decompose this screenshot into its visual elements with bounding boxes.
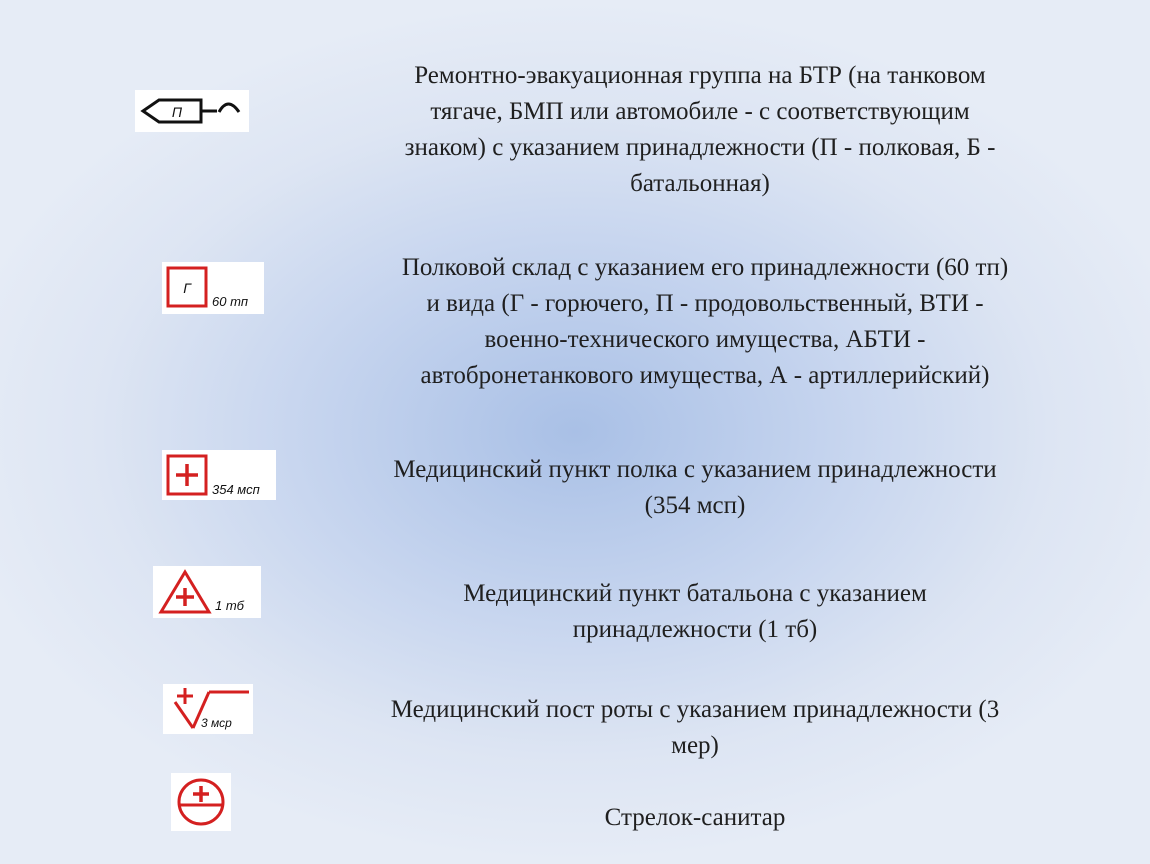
item-description: Медицинский пункт батальона с указанием принадлежности (1 тб) (463, 580, 927, 643)
symbol-sublabel: 3 мср (201, 716, 232, 730)
symbol-sublabel: 1 тб (215, 598, 244, 613)
symbol-sublabel: 354 мсп (212, 482, 260, 497)
symbol-label: П (171, 104, 183, 120)
repair-evacuation-group-icon (135, 90, 249, 132)
symbol-sublabel: 60 тп (212, 294, 249, 309)
item-description: Стрелок-санитар (604, 804, 786, 831)
symbol-label: Г (183, 280, 191, 296)
item-description: Полковой склад с указанием его принадлежности (60 тп) и вида (Г - горючего, П - продовольственный, ВТИ - военно-технического имущества, АБТИ - автобронетанкового имущества, А - артиллерийский) (401, 254, 1009, 389)
rifleman-medic-icon (171, 773, 231, 831)
battalion-medical-post-icon (153, 566, 261, 618)
regimental-depot-icon (162, 262, 264, 314)
company-medical-post-icon (163, 684, 253, 734)
item-description: Ремонтно-эвакуационная группа на БТР (на танковом тягаче, БМП или автомобиле - с соответствующим знаком) с указанием принадлежности (П - полковая, Б - батальонная) (404, 62, 996, 197)
item-description: Медицинский пост роты с указанием принадлежности (3 мер) (390, 696, 1000, 759)
item-description: Медицинский пункт полка с указанием принадлежности (354 мсп) (393, 456, 997, 519)
regimental-medical-post-icon (162, 450, 276, 500)
